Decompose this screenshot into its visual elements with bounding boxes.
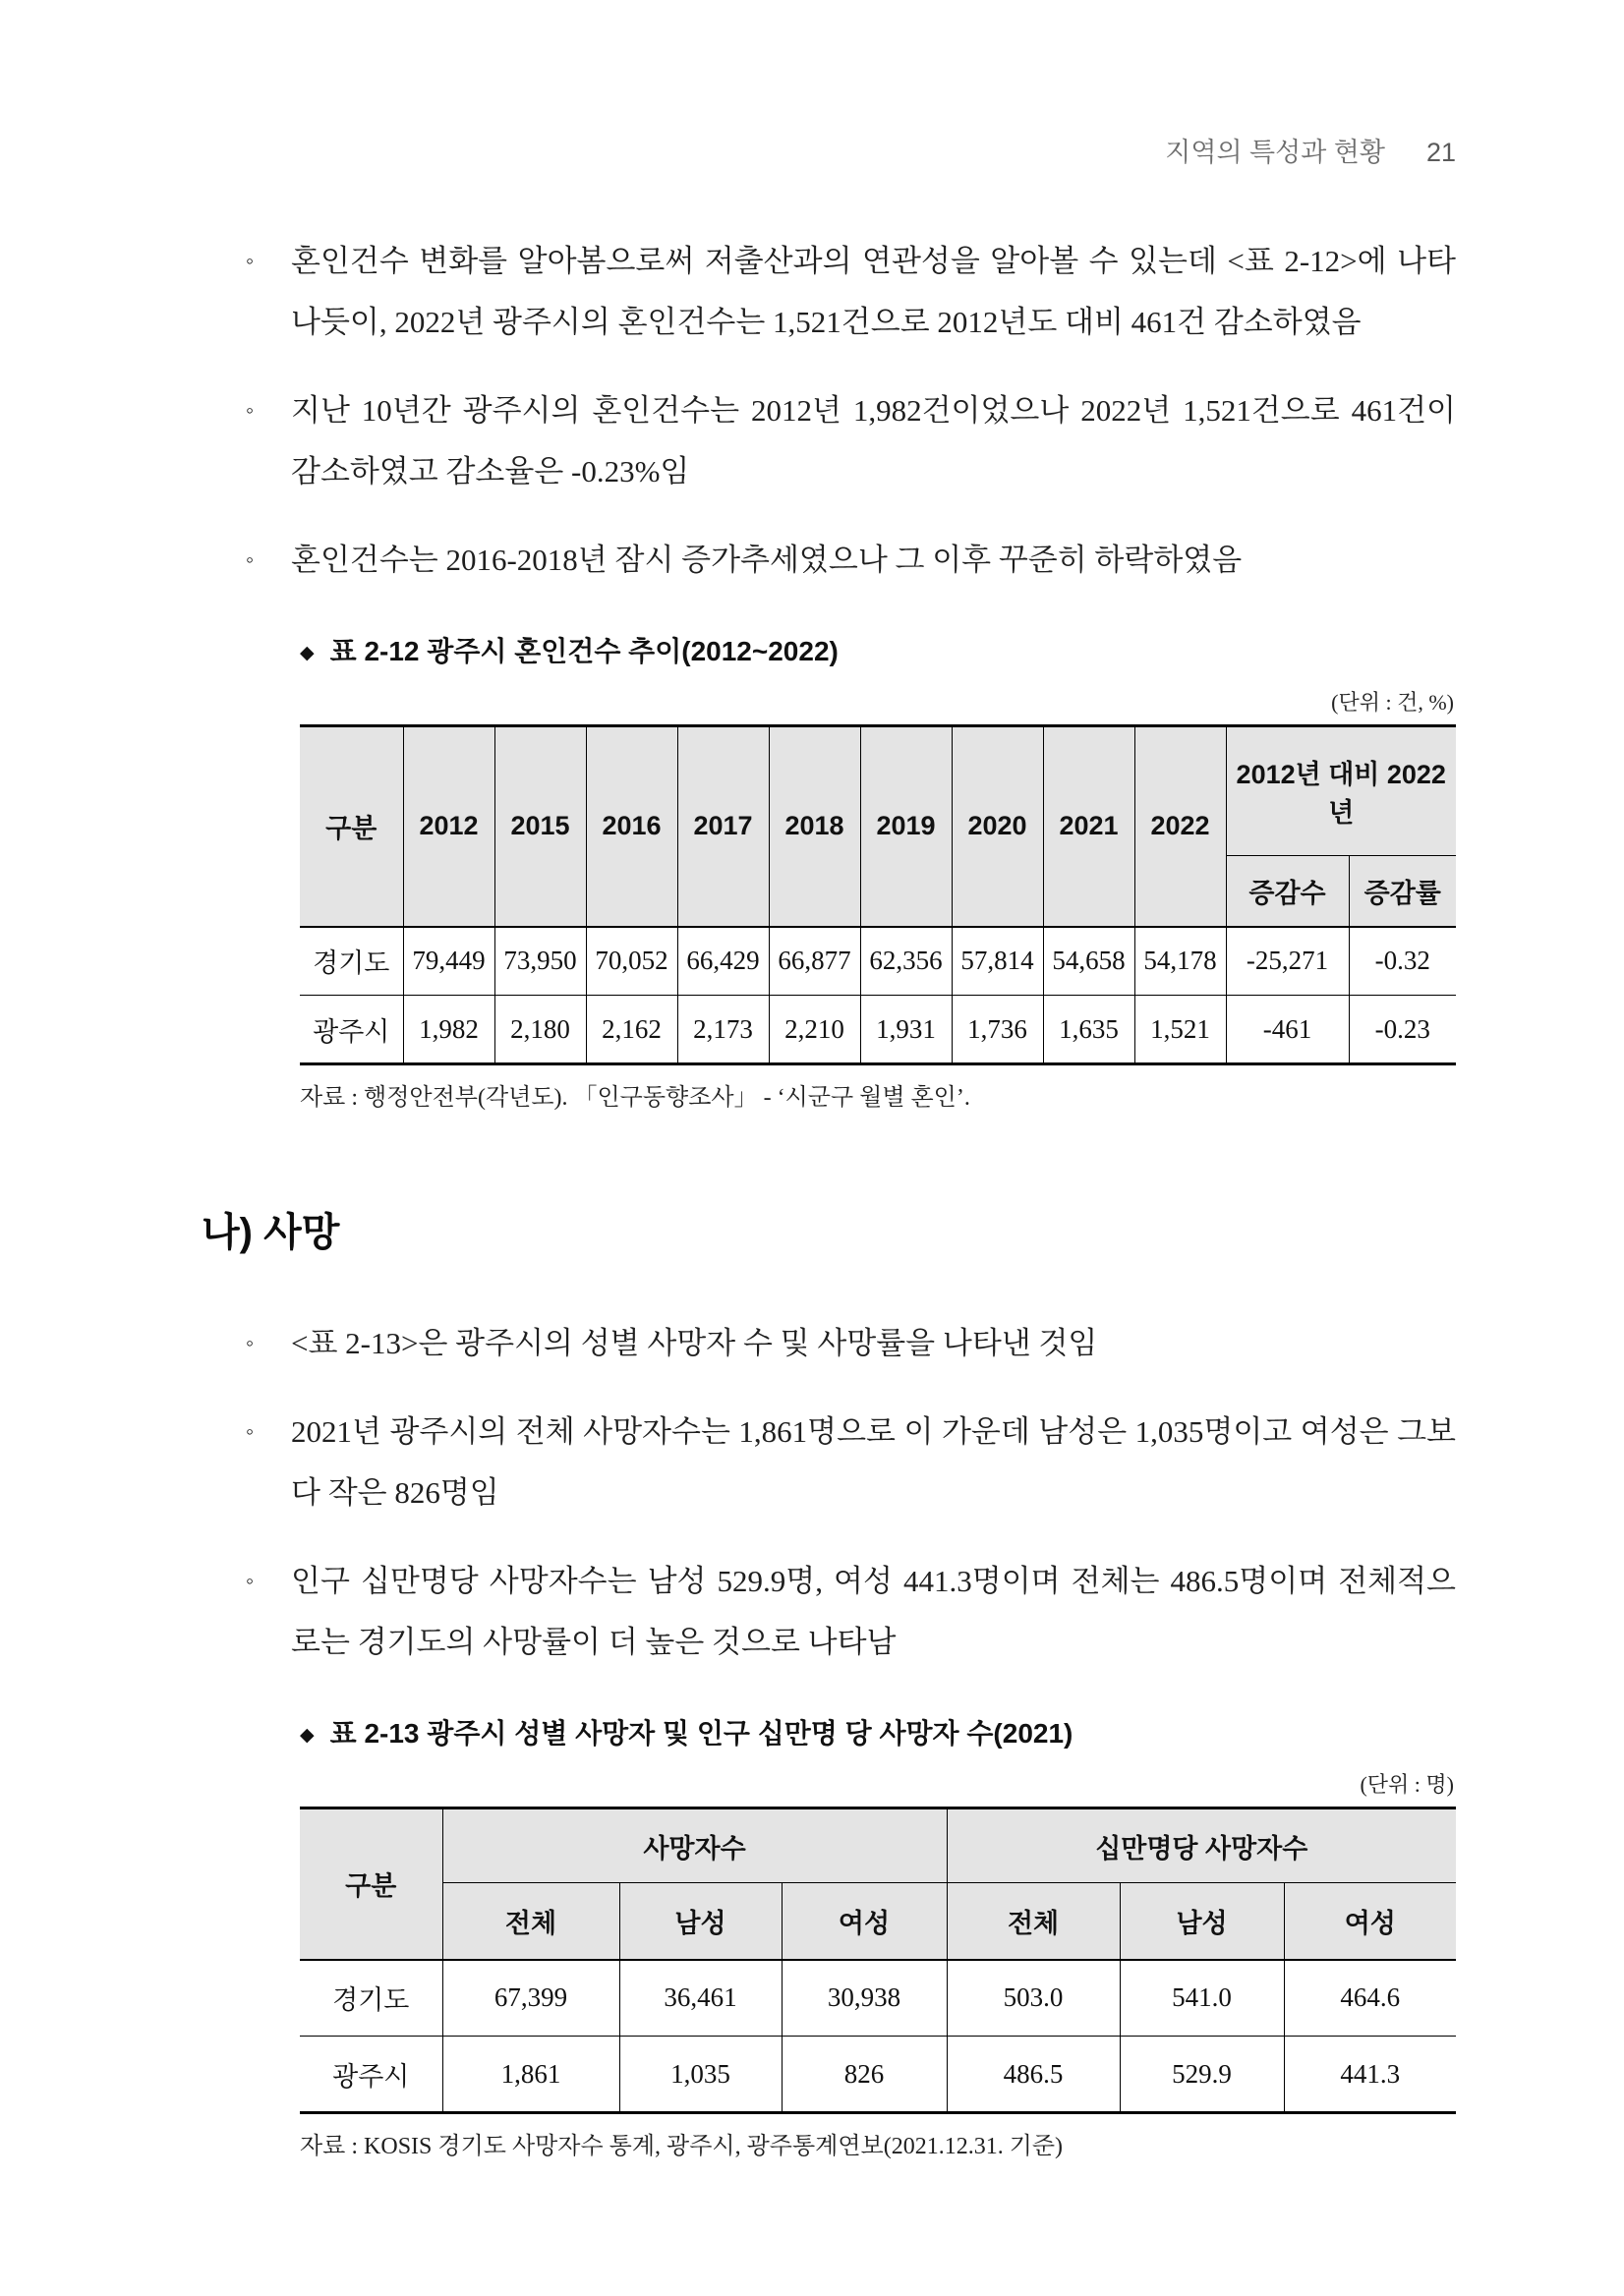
table-title-text: 표 2-12 광주시 혼인건수 추이(2012~2022) bbox=[329, 636, 839, 666]
table-cell: -0.32 bbox=[1349, 927, 1456, 996]
column-group-deaths: 사망자수 bbox=[442, 1808, 947, 1883]
column-header-year: 2019 bbox=[860, 726, 952, 927]
table-cell: 1,982 bbox=[403, 996, 494, 1064]
column-header-year: 2015 bbox=[494, 726, 586, 927]
death-bullet-list bbox=[246, 1313, 1456, 1673]
running-header-title: 지역의 특성과 현황 bbox=[1165, 138, 1385, 167]
table-cell: 66,877 bbox=[769, 927, 860, 996]
table-cell: 73,950 bbox=[494, 927, 586, 996]
column-header-year: 2017 bbox=[677, 726, 769, 927]
column-header-male: 남성 bbox=[1120, 1883, 1284, 1960]
column-header-year: 2020 bbox=[952, 726, 1043, 927]
bullet-marker: ◦ bbox=[246, 249, 255, 273]
table-cell: 541.0 bbox=[1120, 1960, 1284, 2037]
list-item bbox=[246, 1551, 1456, 1673]
column-header-change-count: 증감수 bbox=[1226, 856, 1349, 927]
table-row bbox=[300, 1960, 1456, 2037]
bullet-text: 혼인건수 변화를 알아봄으로써 저출산과의 연관성을 알아볼 수 있는데 <표 2-12>에 나타나듯이, 2022년 광주시의 혼인건수는 1,521건으로 2012년도 대비 461건 감소하였음 bbox=[291, 244, 1456, 339]
column-header-change-rate: 증감률 bbox=[1349, 856, 1456, 927]
death-stats-table bbox=[300, 1807, 1456, 2114]
bullet-text: 인구 십만명당 사망자수는 남성 529.9명, 여성 441.3명이며 전체는 486.5명이며 전체적으로는 경기도의 사망률이 더 높은 것으로 나타남 bbox=[291, 1564, 1456, 1659]
table-cell: 2,173 bbox=[677, 996, 769, 1064]
table-cell: 1,861 bbox=[442, 2037, 619, 2113]
death-table-block bbox=[300, 1714, 1456, 2163]
column-header-year: 2022 bbox=[1134, 726, 1226, 927]
table-cell: 54,658 bbox=[1043, 927, 1134, 996]
table-cell: 826 bbox=[782, 2037, 947, 2113]
row-label: 경기도 bbox=[300, 927, 403, 996]
page-number: 21 bbox=[1425, 138, 1456, 167]
list-item bbox=[246, 1313, 1456, 1374]
table-cell: 441.3 bbox=[1284, 2037, 1456, 2113]
table-title-text: 표 2-13 광주시 성별 사망자 및 인구 십만명 당 사망자 수(2021) bbox=[329, 1718, 1073, 1749]
column-header-year: 2016 bbox=[586, 726, 677, 927]
column-header-year: 2018 bbox=[769, 726, 860, 927]
table-cell: 67,399 bbox=[442, 1960, 619, 2037]
column-group-deaths-per-100k: 십만명당 사망자수 bbox=[947, 1808, 1456, 1883]
table-cell: 1,736 bbox=[952, 996, 1043, 1064]
table-cell: -0.23 bbox=[1349, 996, 1456, 1064]
column-header-category: 구분 bbox=[300, 1808, 442, 1960]
table-cell: -25,271 bbox=[1226, 927, 1349, 996]
marriage-bullet-list bbox=[246, 231, 1456, 591]
table-cell: 1,635 bbox=[1043, 996, 1134, 1064]
table-unit-note: (단위 : 명) bbox=[1360, 1772, 1454, 1797]
list-item bbox=[246, 1402, 1456, 1523]
column-header-total: 전체 bbox=[947, 1883, 1120, 1960]
bullet-text: <표 2-13>은 광주시의 성별 사망자 수 및 사망률을 나타낸 것임 bbox=[291, 1326, 1098, 1360]
table-cell: 486.5 bbox=[947, 2037, 1120, 2113]
marriage-trend-table bbox=[300, 724, 1456, 1065]
table-row bbox=[300, 996, 1456, 1064]
column-header-male: 남성 bbox=[619, 1883, 782, 1960]
column-header-total: 전체 bbox=[442, 1883, 619, 1960]
column-header-category: 구분 bbox=[300, 726, 403, 927]
column-header-female: 여성 bbox=[1284, 1883, 1456, 1960]
list-item bbox=[246, 530, 1456, 591]
bullet-text: 혼인건수는 2016-2018년 잠시 증가추세였으나 그 이후 꾸준히 하락하였음 bbox=[291, 543, 1243, 577]
bullet-marker: ◦ bbox=[246, 547, 255, 572]
table-row bbox=[300, 927, 1456, 996]
table-title bbox=[300, 632, 1456, 673]
table-cell: 36,461 bbox=[619, 1960, 782, 2037]
table-cell: 1,521 bbox=[1134, 996, 1226, 1064]
table-cell: 70,052 bbox=[586, 927, 677, 996]
diamond-marker-icon: ◆ bbox=[300, 1725, 315, 1746]
column-header-year: 2012 bbox=[403, 726, 494, 927]
table-cell: 57,814 bbox=[952, 927, 1043, 996]
table-cell: 464.6 bbox=[1284, 1960, 1456, 2037]
bullet-marker: ◦ bbox=[246, 398, 255, 423]
bullet-marker: ◦ bbox=[246, 1331, 255, 1355]
table-cell: 30,938 bbox=[782, 1960, 947, 2037]
bullet-marker: ◦ bbox=[246, 1419, 255, 1444]
column-header-female: 여성 bbox=[782, 1883, 947, 1960]
table-cell: 2,210 bbox=[769, 996, 860, 1064]
table-cell: -461 bbox=[1226, 996, 1349, 1064]
marriage-table-block bbox=[300, 632, 1456, 1115]
diamond-marker-icon: ◆ bbox=[300, 643, 315, 663]
section-heading: 나) 사망 bbox=[202, 1211, 340, 1254]
row-label: 경기도 bbox=[300, 1960, 442, 2037]
table-cell: 503.0 bbox=[947, 1960, 1120, 2037]
list-item bbox=[246, 231, 1456, 353]
table-cell: 54,178 bbox=[1134, 927, 1226, 996]
list-item bbox=[246, 380, 1456, 502]
table-cell: 79,449 bbox=[403, 927, 494, 996]
table-cell: 529.9 bbox=[1120, 2037, 1284, 2113]
column-header-year: 2021 bbox=[1043, 726, 1134, 927]
table-cell: 66,429 bbox=[677, 927, 769, 996]
table-title bbox=[300, 1714, 1456, 1755]
bullet-text: 지난 10년간 광주시의 혼인건수는 2012년 1,982건이었으나 2022년 1,521건으로 461건이 감소하였고 감소율은 -0.23%임 bbox=[291, 393, 1456, 488]
table-unit-note: (단위 : 건, %) bbox=[1331, 690, 1454, 715]
bullet-marker: ◦ bbox=[246, 1569, 255, 1593]
table-cell: 1,931 bbox=[860, 996, 952, 1064]
row-label: 광주시 bbox=[300, 996, 403, 1064]
bullet-text: 2021년 광주시의 전체 사망자수는 1,861명으로 이 가운데 남성은 1,035명이고 여성은 그보다 작은 826명임 bbox=[291, 1414, 1456, 1510]
table-cell: 2,162 bbox=[586, 996, 677, 1064]
source-note: 자료 : 행정안전부(각년도). 「인구동향조사」 - ‘시군구 월별 혼인’. bbox=[300, 1085, 970, 1111]
row-label: 광주시 bbox=[300, 2037, 442, 2113]
table-cell: 62,356 bbox=[860, 927, 952, 996]
table-cell: 1,035 bbox=[619, 2037, 782, 2113]
table-row bbox=[300, 2037, 1456, 2113]
table-cell: 2,180 bbox=[494, 996, 586, 1064]
column-header-compare: 2012년 대비 2022년 bbox=[1226, 726, 1456, 856]
running-header bbox=[202, 133, 1456, 172]
source-note: 자료 : KOSIS 경기도 사망자수 통계, 광주시, 광주통계연보(2021.12.31. 기준) bbox=[300, 2134, 1064, 2159]
